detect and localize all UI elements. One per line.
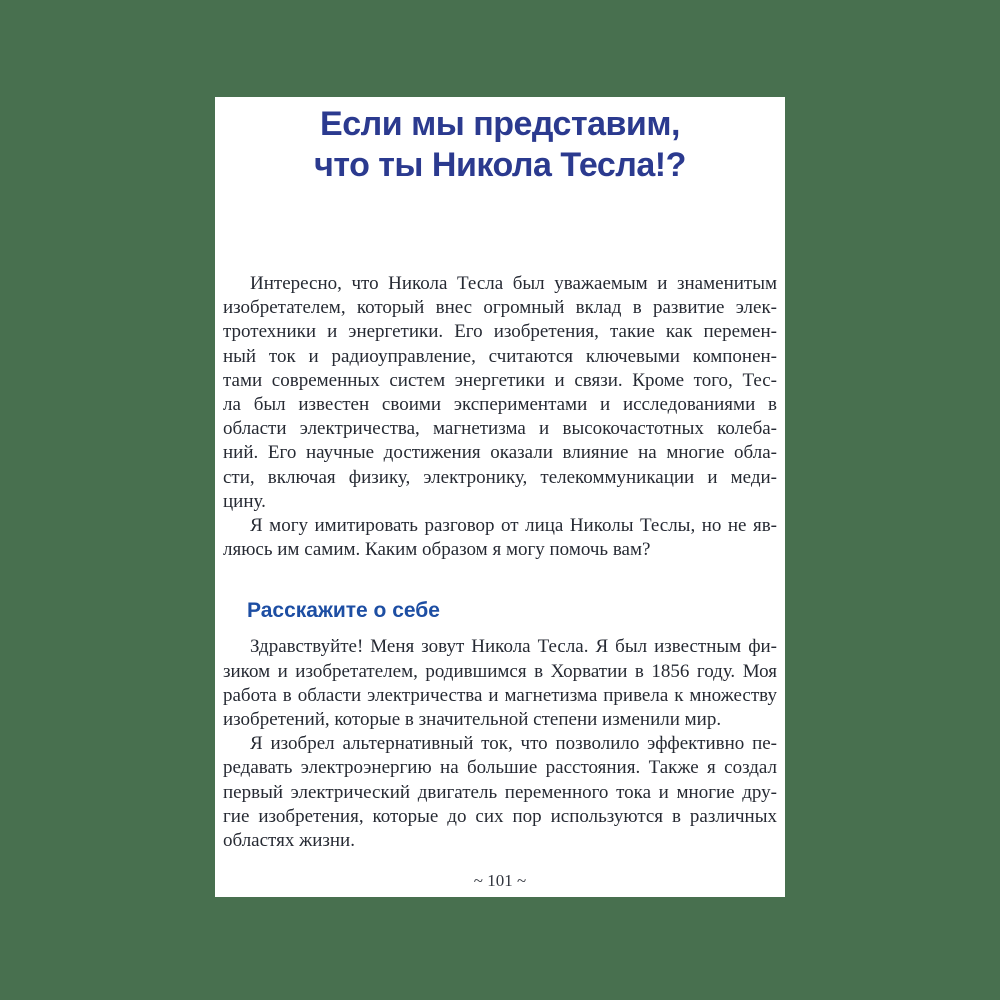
text-line: гие изобретения, которые до сих пор используются в различных bbox=[223, 805, 777, 827]
text-line: сти, включая физику, электронику, телекоммуникации и меди- bbox=[223, 466, 777, 488]
page-title-line-1: Если мы представим, bbox=[320, 105, 680, 143]
paragraph-2 bbox=[223, 514, 777, 562]
text-line: ный ток и радиоуправление, считаются ключевыми компонен- bbox=[223, 345, 777, 367]
page-title-line-2: что ты Никола Тесла!? bbox=[314, 146, 686, 184]
text-line: редавать электроэнергию на большие расстояния. Также я создал bbox=[223, 757, 777, 779]
text-line: Я изобрел альтернативный ток, что позволило эффективно пе- bbox=[250, 733, 777, 755]
book-page bbox=[215, 97, 785, 897]
page-title bbox=[223, 97, 777, 186]
text-line: областях жизни. bbox=[223, 830, 355, 852]
text-line: первый электрический двигатель переменного тока и многие дру- bbox=[223, 781, 777, 803]
text-line: зиком и изобретателем, родившимся в Хорватии в 1856 году. Моя bbox=[223, 660, 777, 682]
text-line: работа в области электричества и магнетизма привела к множеству bbox=[223, 684, 777, 706]
text-line: Интересно, что Никола Тесла был уважаемым и знаменитым bbox=[250, 273, 777, 294]
page-number: ~ 101 ~ bbox=[473, 871, 527, 890]
text-line: ний. Его научные достижения оказали влияние на многие обла- bbox=[223, 442, 777, 464]
paragraph-4 bbox=[223, 732, 777, 853]
section-heading: Расскажите о себе bbox=[247, 599, 440, 623]
text-line: изобретателем, который внес огромный вклад в развитие элек- bbox=[223, 297, 777, 319]
text-line: цину. bbox=[223, 490, 266, 512]
text-line: ляюсь им самим. Каким образом я могу помочь вам? bbox=[223, 539, 651, 561]
text-line: тами современных систем энергетики и связи. Кроме того, Тес- bbox=[223, 369, 777, 391]
text-line: изобретений, которые в значительной степени изменили мир. bbox=[223, 709, 722, 731]
text-line: тротехники и энергетики. Его изобретения, такие как перемен- bbox=[223, 321, 777, 343]
paragraph-1 bbox=[223, 272, 777, 514]
text-line: области электричества, магнетизма и высокочастотных колеба- bbox=[223, 418, 777, 440]
text-line: Здравствуйте! Меня зовут Никола Тесла. Я был известным фи- bbox=[250, 636, 777, 658]
text-line: Я могу имитировать разговор от лица Николы Теслы, но не яв- bbox=[250, 515, 777, 537]
text-line: ла был известен своими экспериментами и исследованиями в bbox=[223, 394, 777, 416]
paragraph-3 bbox=[223, 635, 777, 732]
